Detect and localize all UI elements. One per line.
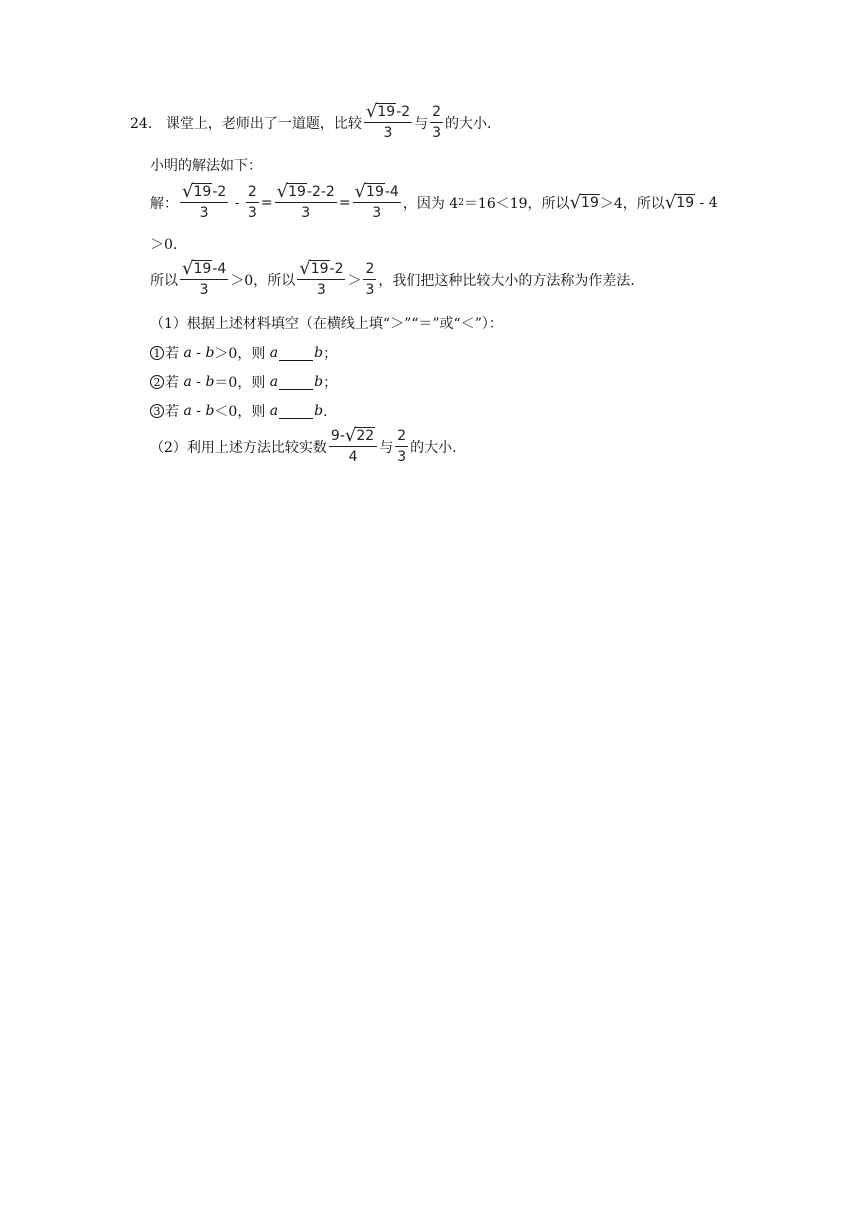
fraction-2-over-3: $\frac{2}{3}$: [397, 428, 407, 465]
part1-prompt: （1）根据上述材料填空（在横线上填“＞”“＝”或“＜”）：: [150, 316, 503, 332]
sqrt-19: √ 19: [569, 191, 599, 213]
answer-blank[interactable]: [279, 404, 313, 419]
part1-item: 2 若 a - b ＝0，则 a b ；: [150, 372, 337, 392]
circled-number: 3: [150, 404, 164, 418]
fraction-sqrt19-minus2-over-3: √ 19 -2 3: [365, 101, 411, 141]
answer-blank[interactable]: [279, 346, 313, 361]
part1-item: 3 若 a - b ＜0，则 a b ．: [150, 401, 337, 421]
fraction-sqrt19-minus2-minus2-over-3: √ 19 -2-2 3: [276, 181, 335, 221]
answer-blank[interactable]: [279, 375, 313, 390]
part1-item: 1 若 a - b ＞0，则 a b ；: [150, 343, 337, 363]
fraction-sqrt19-minus4-over-3: √ 19 -4 3: [354, 181, 399, 221]
fraction-2-over-3: $\frac{2}{3}$: [432, 104, 442, 141]
solution-conclusion: 所以 √ 19 -4 3 ＞0，所以 √ 19 -2 3 ＞ $\frac{2}{3}$ ，我们把这种比较大小的方法称为作差法．: [150, 258, 645, 298]
circled-number: 2: [150, 375, 164, 389]
part2-prompt: （2）利用上述方法比较实数 9- √ 22 4 与 $\frac{2}{3}$ 的大小．: [150, 425, 467, 465]
sqrt-19: √ 19: [664, 191, 695, 213]
problem-statement: 24． 课堂上，老师出了一道题，比较 √ 19 -2 3 与 $\frac{2}{3}$ 的大小．: [130, 101, 502, 141]
fraction-sqrt19-minus4-over-3: √ 19 -4 3: [182, 258, 227, 298]
solution-heading: 小明的解法如下：: [150, 158, 262, 174]
problem-number: 24．: [130, 115, 162, 132]
fraction-9-minus-sqrt22-over-4: 9- √ 22 4: [329, 427, 377, 466]
fraction-sqrt19-minus2-over-3: √ 19 -2 3: [182, 181, 227, 221]
fraction-sqrt19-minus2-over-3: √ 19 -2 3: [299, 258, 344, 298]
fraction-2-over-3: $\frac{2}{3}$: [247, 184, 257, 221]
solution-continuation: ＞0．: [150, 237, 187, 253]
fraction-2-over-3: $\frac{2}{3}$: [365, 261, 375, 298]
problem-intro: 课堂上，老师出了一道题，比较: [165, 115, 362, 132]
solution-equation-line: 解： √ 19 -2 3 - $\frac{2}{3}$ = √ 19 -2-2 3 = √ 19 -4 3 ，因为 4 2 ＝16＜19，所以 √ 19 ＞4，所以 √ 19 - 4: [150, 181, 718, 221]
circled-number: 1: [150, 346, 164, 360]
